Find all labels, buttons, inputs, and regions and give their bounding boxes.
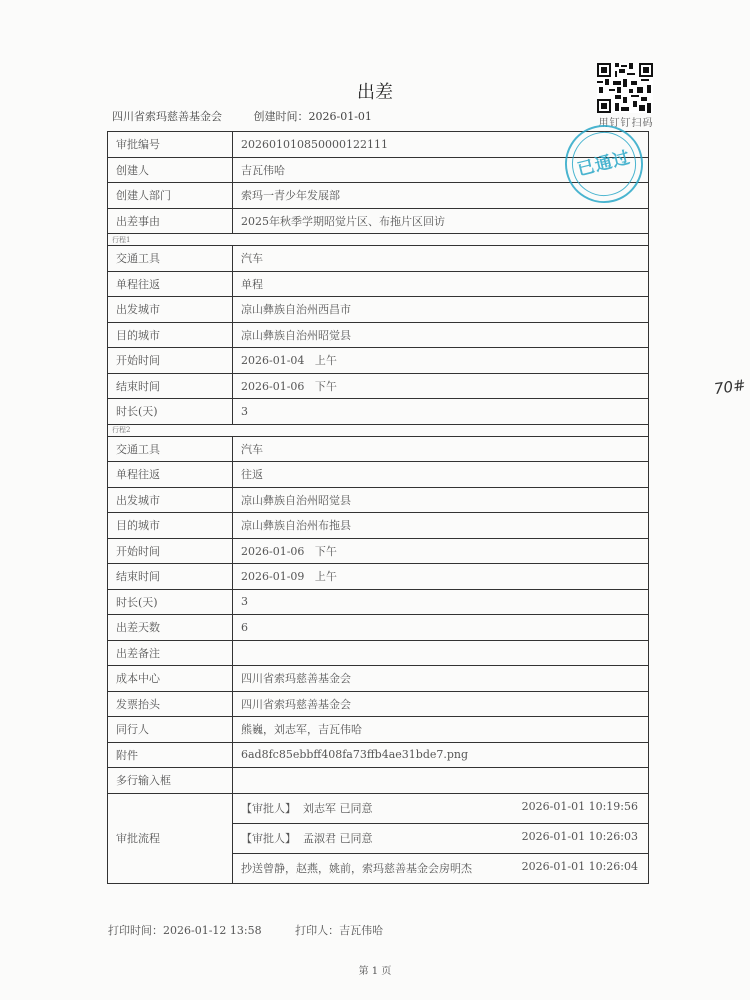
field-label: 成本中心 <box>108 666 233 692</box>
printer-name: 打印人：吉瓦伟哈 <box>295 924 384 937</box>
table-row <box>108 768 649 794</box>
qr-label: 用钉钉扫码 <box>598 118 654 129</box>
trip-type-value: 单程 <box>233 271 649 297</box>
field-label: 多行输入框 <box>108 768 233 794</box>
field-label: 开始时间 <box>108 348 233 374</box>
table-row <box>108 399 649 425</box>
table-row <box>108 589 649 615</box>
handwritten-note: 70# <box>712 375 747 399</box>
creator-value: 吉瓦伟哈 <box>233 157 649 183</box>
qr-code-icon <box>597 63 653 113</box>
from-city-value: 凉山彝族自治州昭觉县 <box>233 487 649 513</box>
field-label: 目的城市 <box>108 513 233 539</box>
invoice-title-value: 四川省索玛慈善基金会 <box>233 691 649 717</box>
approval-step-time: 2026-01-01 10:26:03 <box>521 830 638 843</box>
table-row <box>108 564 649 590</box>
field-label: 出差事由 <box>108 208 233 234</box>
transport-value: 汽车 <box>233 246 649 272</box>
table-row <box>108 462 649 488</box>
field-label: 出发城市 <box>108 487 233 513</box>
field-label: 开始时间 <box>108 538 233 564</box>
table-row <box>108 297 649 323</box>
table-row <box>108 348 649 374</box>
companions-value: 熊巍，刘志军，吉瓦伟哈 <box>233 717 649 743</box>
multiline-value <box>233 768 649 794</box>
trip-type-value: 往返 <box>233 462 649 488</box>
field-label: 交通工具 <box>108 246 233 272</box>
field-label: 单程往返 <box>108 271 233 297</box>
field-label: 出差天数 <box>108 615 233 641</box>
cost-center-value: 四川省索玛慈善基金会 <box>233 666 649 692</box>
stamp-text: 已通过 <box>575 147 633 181</box>
document-title: 出差 <box>357 82 393 103</box>
table-row <box>108 691 649 717</box>
field-label: 目的城市 <box>108 322 233 348</box>
table-row <box>108 793 649 823</box>
field-label: 结束时间 <box>108 373 233 399</box>
approval-step <box>233 853 649 883</box>
approval-step-text: 抄送曾静，赵燕，姚前，索玛慈善基金会房明杰 <box>241 862 472 875</box>
table-row <box>108 513 649 539</box>
trip-days-value: 6 <box>233 615 649 641</box>
table-row <box>108 666 649 692</box>
trip-section-header <box>108 234 649 246</box>
section-label: 行程2 <box>108 424 649 436</box>
document-header <box>112 108 372 124</box>
field-label: 出发城市 <box>108 297 233 323</box>
duration-value: 3 <box>233 589 649 615</box>
table-row <box>108 271 649 297</box>
approval-step-time: 2026-01-01 10:19:56 <box>521 800 638 813</box>
table-row <box>108 538 649 564</box>
approval-step-text: 【审批人】 孟淑君 已同意 <box>241 832 373 845</box>
attachment-link[interactable]: 6ad8fc85ebbff408fa73ffb4ae31bde7.png <box>233 742 649 768</box>
trip-section-header <box>108 424 649 436</box>
created-time: 创建时间：2026-01-01 <box>253 110 372 123</box>
table-row <box>108 717 649 743</box>
table-row <box>108 640 649 666</box>
approval-step <box>233 793 649 823</box>
field-label: 结束时间 <box>108 564 233 590</box>
field-label: 交通工具 <box>108 436 233 462</box>
field-label: 时长(天) <box>108 399 233 425</box>
table-row <box>108 373 649 399</box>
table-row <box>108 208 649 234</box>
print-time: 打印时间：2026-01-12 13:58 <box>108 924 262 937</box>
print-info <box>108 922 383 938</box>
org-name: 四川省索玛慈善基金会 <box>112 110 222 123</box>
approval-step <box>233 823 649 853</box>
table-row <box>108 322 649 348</box>
creator-dept-value: 索玛一青少年发展部 <box>233 183 649 209</box>
trip-reason-value: 2025年秋季学期昭觉片区、布拖片区回访 <box>233 208 649 234</box>
approval-form-table <box>107 131 649 884</box>
field-label: 单程往返 <box>108 462 233 488</box>
field-label: 发票抬头 <box>108 691 233 717</box>
to-city-value: 凉山彝族自治州布拖县 <box>233 513 649 539</box>
end-time-value: 2026-01-09 上午 <box>233 564 649 590</box>
field-label: 出差备注 <box>108 640 233 666</box>
trip-note-value <box>233 640 649 666</box>
field-label: 审批编号 <box>108 132 233 158</box>
start-time-value: 2026-01-06 下午 <box>233 538 649 564</box>
start-time-value: 2026-01-04 上午 <box>233 348 649 374</box>
table-row <box>108 183 649 209</box>
field-label: 创建人部门 <box>108 183 233 209</box>
field-label: 创建人 <box>108 157 233 183</box>
end-time-value: 2026-01-06 下午 <box>233 373 649 399</box>
table-row <box>108 742 649 768</box>
page-number: 第 1 页 <box>358 966 392 977</box>
to-city-value: 凉山彝族自治州昭觉县 <box>233 322 649 348</box>
table-row <box>108 615 649 641</box>
table-row <box>108 246 649 272</box>
duration-value: 3 <box>233 399 649 425</box>
table-row <box>108 436 649 462</box>
approval-number: 202601010850000122111 <box>233 132 649 158</box>
from-city-value: 凉山彝族自治州西昌市 <box>233 297 649 323</box>
field-label: 时长(天) <box>108 589 233 615</box>
table-row <box>108 487 649 513</box>
approval-step-time: 2026-01-01 10:26:04 <box>521 860 638 873</box>
field-label: 同行人 <box>108 717 233 743</box>
approval-step-text: 【审批人】 刘志军 已同意 <box>241 802 373 815</box>
field-label: 审批流程 <box>108 793 233 883</box>
field-label: 附件 <box>108 742 233 768</box>
section-label: 行程1 <box>108 234 649 246</box>
transport-value: 汽车 <box>233 436 649 462</box>
